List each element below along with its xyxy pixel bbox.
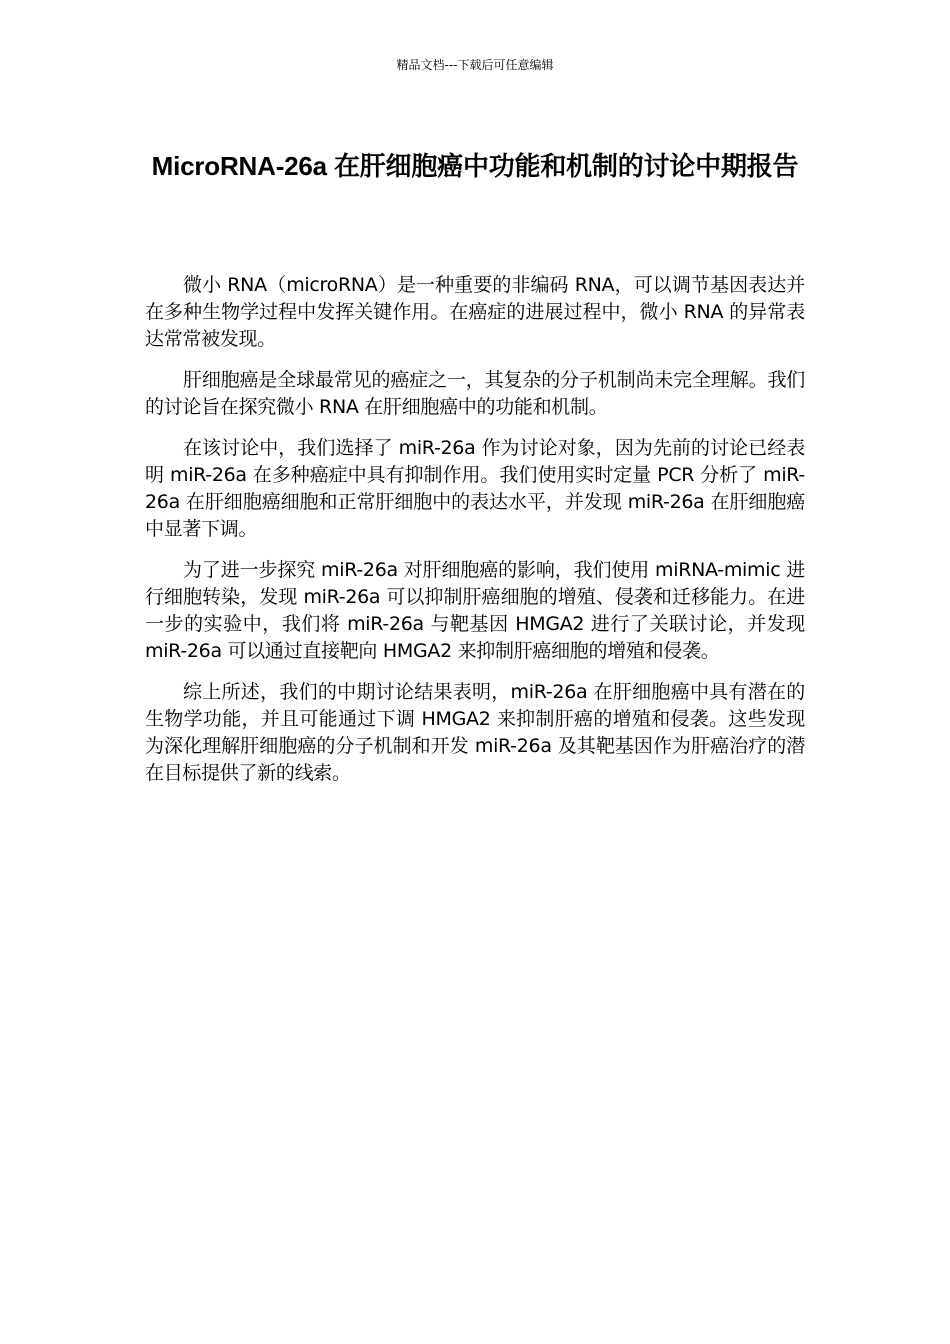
- document-title: MicroRNA-26a 在肝细胞癌中功能和机制的讨论中期报告: [151, 151, 799, 181]
- paragraph-1: 微小 RNA（microRNA）是一种重要的非编码 RNA，可以调节基因表达并在多种生物学过程中发挥关键作用。在癌症的进展过程中，微小 RNA 的异常表达常常被发现。: [145, 274, 805, 350]
- header-note: 精品文档---下载后可任意编辑: [396, 58, 554, 72]
- paragraph-5: 综上所述，我们的中期讨论结果表明，miR-26a 在肝细胞癌中具有潜在的生物学功能，并且可能通过下调 HMGA2 来抑制肝癌的增殖和侵袭。这些发现为深化理解肝细胞癌的分子机制和开发 miR-26a 及其靶基因作为肝癌治疗的潜在目标提供了新的线索。: [145, 681, 805, 784]
- paragraph-2: 肝细胞癌是全球最常见的癌症之一，其复杂的分子机制尚未完全理解。我们的讨论旨在探究微小 RNA 在肝细胞癌中的功能和机制。: [145, 369, 805, 418]
- paragraph-3: 在该讨论中，我们选择了 miR-26a 作为讨论对象，因为先前的讨论已经表明 miR-26a 在多种癌症中具有抑制作用。我们使用实时定量 PCR 分析了 miR-26a 在肝细胞癌细胞和正常肝细胞中的表达水平，并发现 miR-26a 在肝细胞癌中显著下调。: [145, 437, 805, 540]
- paragraph-4: 为了进一步探究 miR-26a 对肝细胞癌的影响，我们使用 miRNA-mimic 进行细胞转染，发现 miR-26a 可以抑制肝癌细胞的增殖、侵袭和迁移能力。在进一步的实验中，我们将 miR-26a 与靶基因 HMGA2 进行了关联讨论，并发现 miR-26a 可以通过直接靶向 HMGA2 来抑制肝癌细胞的增殖和侵袭。: [145, 559, 805, 662]
- document-body: [145, 272, 805, 801]
